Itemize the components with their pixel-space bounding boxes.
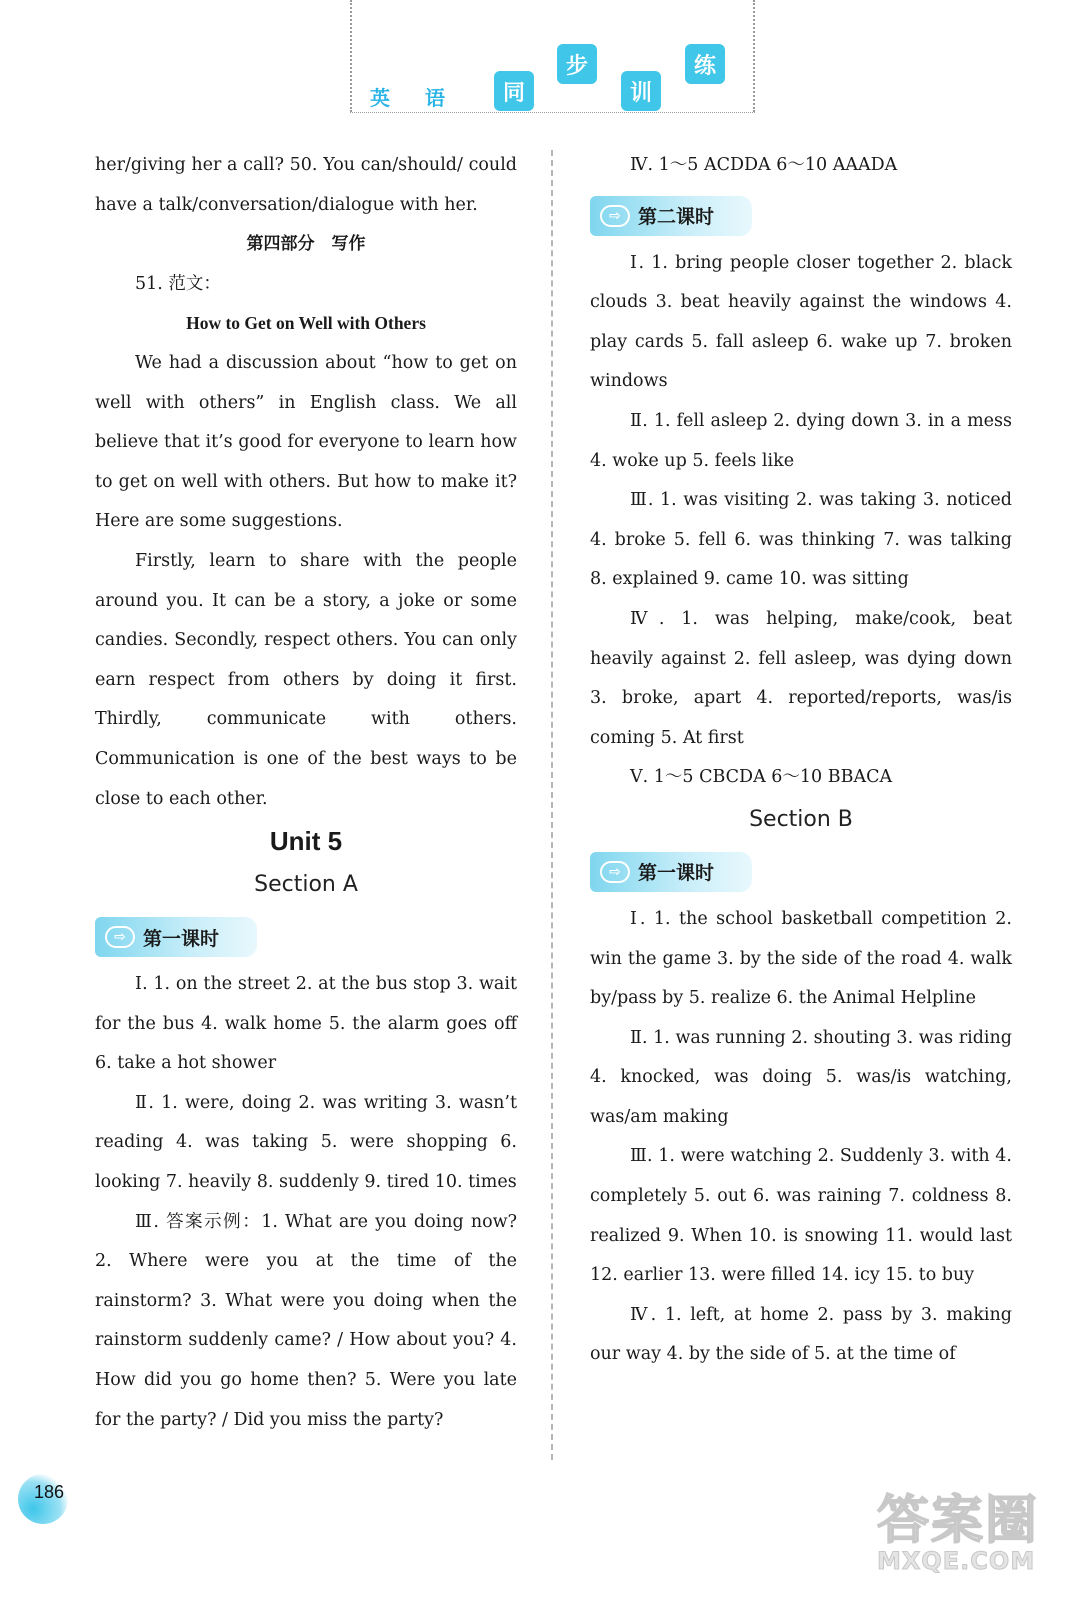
answers-c-4: Ⅳ. 1. left, at home 2. pass by 3. making our way 4. by the side of 5. at the time of [590,1304,1012,1365]
header-right-rule [753,0,755,112]
lesson-3-label: 第一课时 [638,862,715,885]
essay-title: How to Get on Well with Others [186,313,426,334]
essay-paragraph-1: We had a discussion about “how to get on well with others” in English class. We all believe that it’s good for everyone to learn how to get on well with others. But how to make it? Here are some suggestions. [95,352,517,532]
header-box-1: 同 [494,71,534,111]
answers-b-2: Ⅱ. 1. fell asleep 2. dying down 3. in a mess 4. woke up 5. feels like [590,410,1012,471]
answers-b-4: Ⅳ. 1. was helping, make/cook, beat heavily against 2. fell asleep, was dying down 3. broke, apart 4. reported/reports, was/is coming 5. At first [590,608,1012,748]
lesson-2-badge [590,196,752,236]
essay-paragraph-2: Firstly, learn to share with the people around you. It can be a story, a joke or some candies. Secondly, respect others. You can only earn respect from others by doing it first. Thirdly, communicate with others. Communication is one of the best ways to be close to each other. [95,550,517,809]
arrow-icon: ⇨ [600,205,630,227]
section-b-title: Section B [749,806,853,832]
lesson-2-label: 第二课时 [638,206,715,229]
answers-c-1: Ⅰ. 1. the school basketball competition 2. win the game 3. by the side of the road 4. walk by/pass by 5. realize 6. the Animal Helpline [590,908,1012,1009]
answers-a-1: Ⅰ. 1. on the street 2. at the bus stop 3. wait for the bus 4. walk home 5. the alarm goes off 6. take a hot shower [95,974,517,1074]
item-51: 51. 范文： [135,273,221,294]
header-char-2: 语 [425,86,445,110]
answers-b-5: Ⅴ. 1～5 CBCDA 6～10 BBACA [630,767,893,788]
answer-49-50: her/giving her a call? 50. You can/should/ could have a talk/conversation/dialogue with her. [95,155,517,215]
column-divider [551,150,553,1460]
arrow-icon: ⇨ [105,926,135,948]
lesson-1-badge [95,917,257,957]
right-column [590,146,1012,1375]
header-char-1: 英 [370,86,390,110]
arrow-icon: ⇨ [600,861,630,883]
lesson-3-badge [590,852,752,892]
watermark-logo [877,1478,1042,1588]
header-box-2: 步 [557,44,597,84]
unit-title: Unit 5 [269,826,343,857]
header-left-rule [350,0,352,112]
answers-b-1: Ⅰ. 1. bring people closer together 2. black clouds 3. beat heavily against the windows 4. play cards 5. fall asleep 6. wake up 7. broken windows [590,252,1012,392]
answers-c-3: Ⅲ. 1. were watching 2. Suddenly 3. with 4. completely 5. out 6. was raining 7. coldness 8. realized 9. When 10. is snowing 11. would last 12. earlier 13. were filled 14. icy 15. to buy [590,1146,1012,1286]
answers-a-4: Ⅳ. 1～5 ACDDA 6～10 AAADA [630,155,898,175]
watermark-top: 答案圈 [877,1491,1040,1551]
header-bottom-rule [350,112,755,113]
page-number: 186 [18,1474,68,1524]
answers-b-3: Ⅲ. 1. was visiting 2. was taking 3. noticed 4. broke 5. fell 6. was thinking 7. was talking 8. explained 9. came 10. was sitting [590,490,1012,590]
part4-heading: 第四部分 写作 [246,234,366,255]
lesson-1-label: 第一课时 [143,927,220,950]
answers-a-3: Ⅲ. 答案示例：1. What are you doing now? 2. Where were you at the time of the rainstorm? 3. What were you doing when the rainstorm suddenly came? / How about you? 4. How did you go home then? 5. Were you late for the party? / Did you miss the party? [95,1211,517,1430]
section-a-title: Section A [254,872,358,898]
page-header [350,0,755,118]
header-box-4: 练 [685,44,725,84]
left-column [95,146,517,1440]
header-box-3: 训 [621,71,661,111]
watermark-bottom: MXQE.COM [877,1547,1036,1575]
answers-c-2: Ⅱ. 1. was running 2. shouting 3. was riding 4. knocked, was doing 5. was/is watching, was/am making [590,1027,1012,1127]
answers-a-2: Ⅱ. 1. were, doing 2. was writing 3. wasn’t reading 4. was taking 5. were shopping 6. looking 7. heavily 8. suddenly 9. tired 10. times [95,1092,517,1193]
